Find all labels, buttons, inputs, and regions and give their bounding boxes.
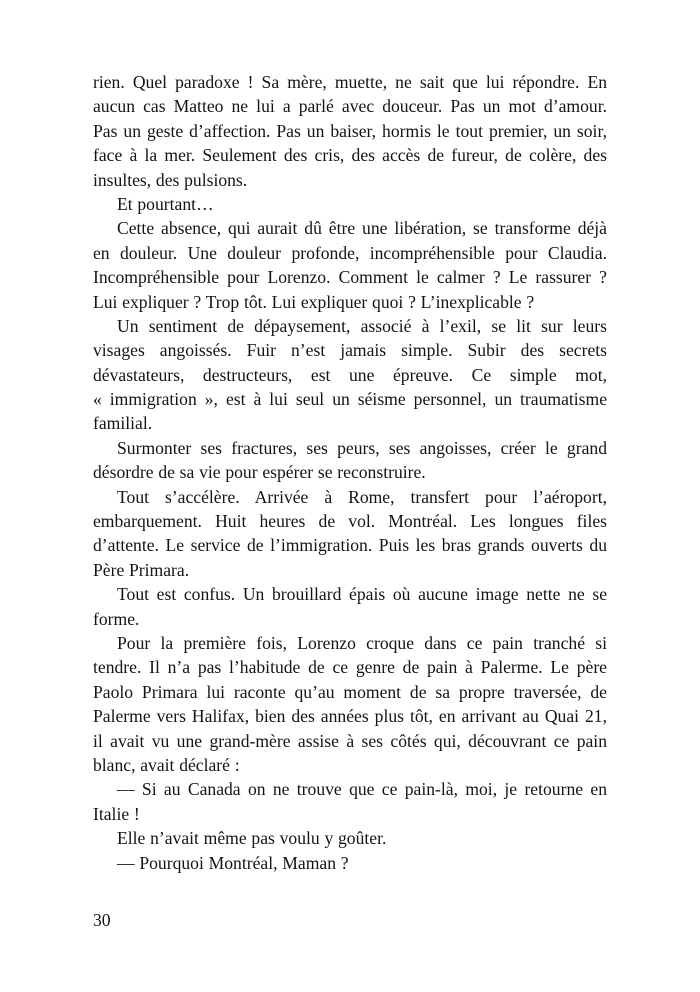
text-line: embarquement. Huit heures de vol. Montréal. Les longues files xyxy=(93,511,607,532)
text-line: en douleur. Une douleur profonde, incompréhensible pour Claudia. xyxy=(93,242,607,263)
text-line: — Pourquoi Montréal, Maman ? xyxy=(117,852,349,873)
text-line: Cette absence, qui aurait dû être une libération, se transforme déjà xyxy=(117,218,607,239)
text-line: d’attente. Le service de l’immigration. Puis les bras grands ouverts du xyxy=(93,535,607,556)
page-number: 30 xyxy=(93,910,111,930)
text-line: Tout s’accélère. Arrivée à Rome, transfert pour l’aéroport, xyxy=(117,486,607,507)
text-line: Italie ! xyxy=(93,803,140,824)
text-line: rien. Quel paradoxe ! Sa mère, muette, ne sait que lui répondre. En xyxy=(93,72,607,92)
text-line: dévastateurs, destructeurs, est une épreuve. Ce simple mot, xyxy=(93,364,607,385)
text-line: Un sentiment de dépaysement, associé à l’exil, se lit sur leurs xyxy=(117,315,607,336)
text-line: Elle n’avait même pas voulu y goûter. xyxy=(117,828,387,849)
text-line: forme. xyxy=(93,608,140,629)
page-text xyxy=(93,70,607,875)
text-line: il avait vu une grand-mère assise à ses côtés qui, découvrant ce pain xyxy=(93,730,607,751)
text-line: insultes, des pulsions. xyxy=(93,169,248,190)
text-line: Et pourtant… xyxy=(117,193,214,214)
text-line: visages angoissés. Fuir n’est jamais simple. Subir des secrets xyxy=(93,340,607,361)
text-line: aucun cas Matteo ne lui a parlé avec douceur. Pas un mot d’amour. xyxy=(93,96,607,117)
text-line: désordre de sa vie pour espérer se reconstruire. xyxy=(93,462,426,483)
text-line: blanc, avait déclaré : xyxy=(93,754,240,775)
text-line: — Si au Canada on ne trouve que ce pain-là, moi, je retourne en xyxy=(117,779,607,800)
text-line: Palerme vers Halifax, bien des années plus tôt, en arrivant au Quai 21, xyxy=(93,706,607,727)
text-line: Pour la première fois, Lorenzo croque dans ce pain tranché si xyxy=(117,632,607,653)
text-line: Incompréhensible pour Lorenzo. Comment le calmer ? Le rassurer ? xyxy=(93,267,607,288)
text-line: face à la mer. Seulement des cris, des accès de fureur, de colère, des xyxy=(93,145,607,166)
text-line: Père Primara. xyxy=(93,559,190,580)
text-line: Lui expliquer ? Trop tôt. Lui expliquer quoi ? L’inexplicable ? xyxy=(93,291,535,312)
text-line: familial. xyxy=(93,413,153,434)
text-line: « immigration », est à lui seul un séisme personnel, un traumatisme xyxy=(93,389,607,410)
text-line: Paolo Primara lui raconte qu’au moment de sa propre traversée, de xyxy=(93,681,607,702)
text-line: Surmonter ses fractures, ses peurs, ses angoisses, créer le grand xyxy=(117,437,607,458)
text-line: tendre. Il n’a pas l’habitude de ce genre de pain à Palerme. Le père xyxy=(93,657,607,678)
text-line: Pas un geste d’affection. Pas un baiser, hormis le tout premier, un soir, xyxy=(93,120,607,141)
text-line: Tout est confus. Un brouillard épais où aucune image nette ne se xyxy=(117,584,607,605)
